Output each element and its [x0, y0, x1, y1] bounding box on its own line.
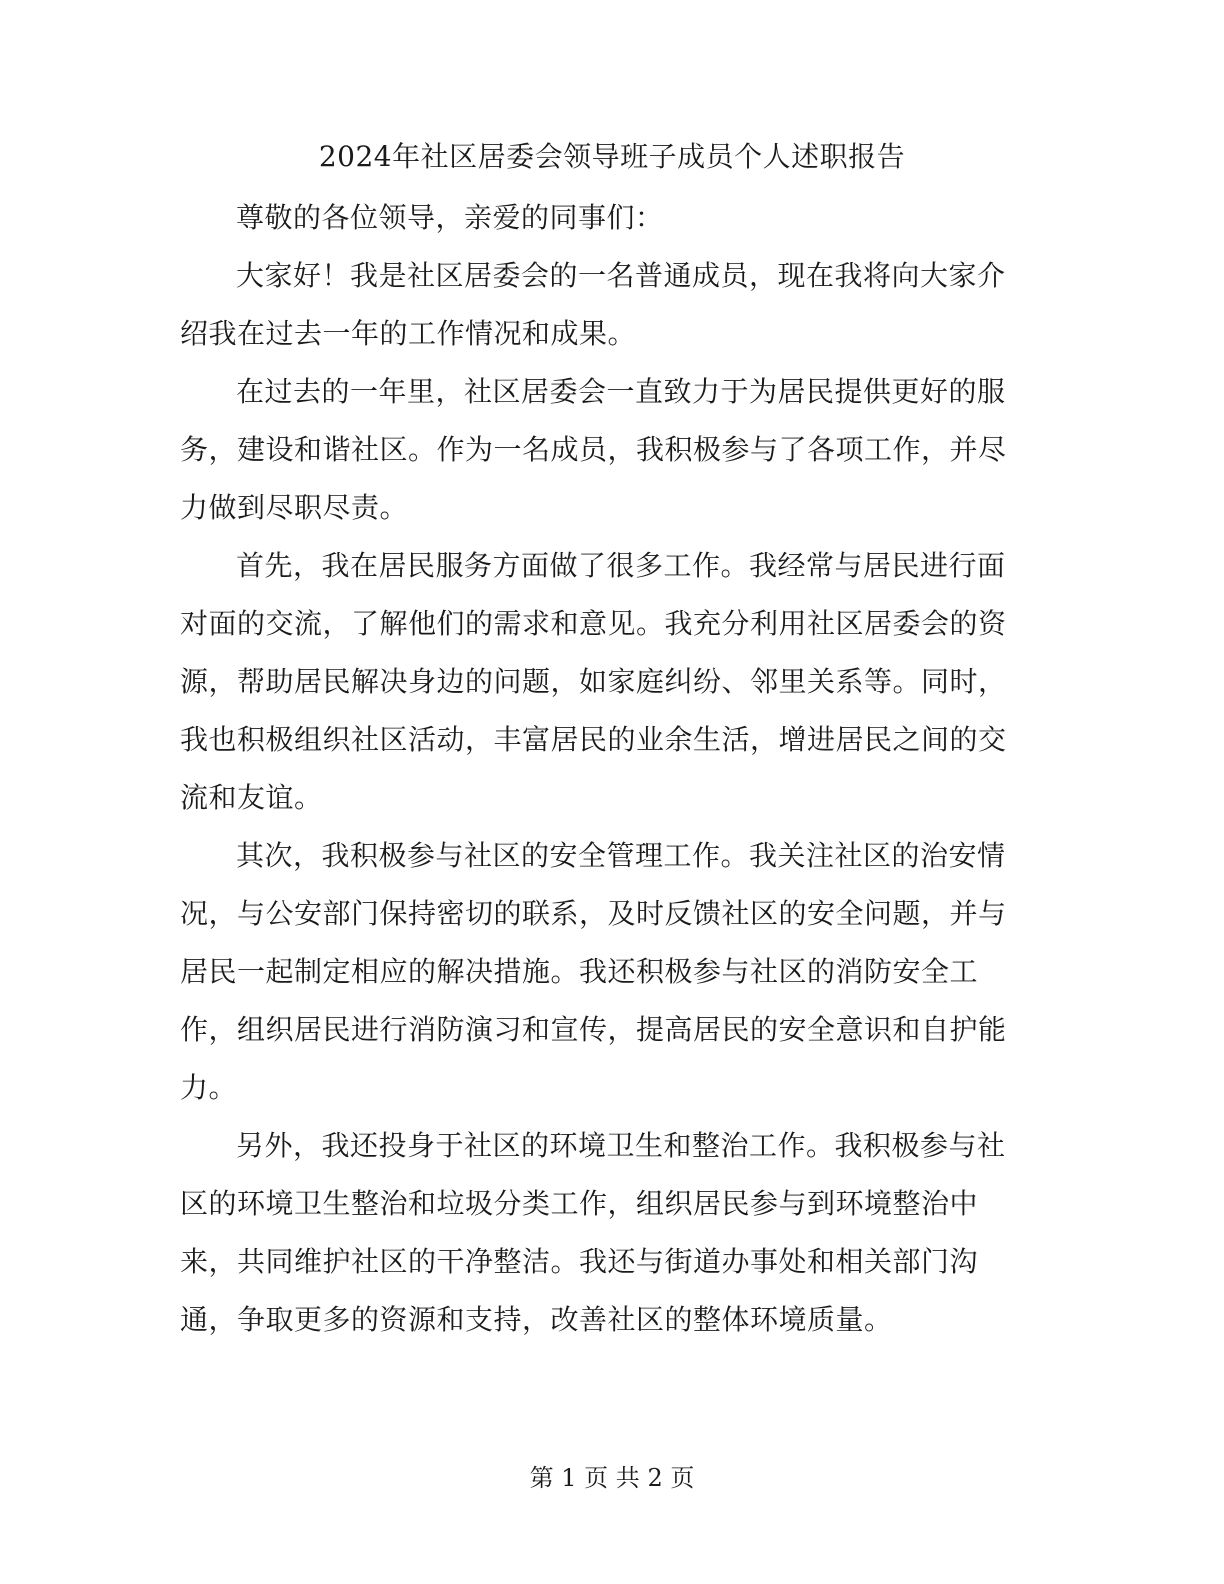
page-footer: 第 1 页 共 2 页 — [529, 1464, 695, 1492]
overview-paragraph: 在过去的一年里，社区居委会一直致力于为居民提供更好的服务，建设和谐社区。作为一名成员，我积极参与了各项工作，并尽力做到尽职尽责。 — [180, 375, 1007, 524]
document-title: 2024年社区居委会领导班子成员个人述职报告 — [318, 140, 906, 173]
environment-paragraph: 另外，我还投身于社区的环境卫生和整治工作。我积极参与社区的环境卫生整治和垃圾分类工作，组织居民参与到环境整治中来，共同维护社区的干净整洁。我还与街道办事处和相关部门沟通，争取更多的资源和支持，改善社区的整体环境质量。 — [180, 1129, 1006, 1336]
intro-paragraph: 大家好！我是社区居委会的一名普通成员，现在我将向大家介绍我在过去一年的工作情况和成果。 — [180, 259, 1006, 350]
document-body — [180, 189, 1020, 1349]
resident-service-paragraph: 首先，我在居民服务方面做了很多工作。我经常与居民进行面对面的交流，了解他们的需求和意见。我充分利用社区居委会的资源，帮助居民解决身边的问题，如家庭纠纷、邻里关系等。同时，我也积极组织社区活动，丰富居民的业余生活，增进居民之间的交流和友谊。 — [180, 549, 1007, 814]
safety-management-paragraph: 其次，我积极参与社区的安全管理工作。我关注社区的治安情况，与公安部门保持密切的联系，及时反馈社区的安全问题，并与居民一起制定相应的解决措施。我还积极参与社区的消防安全工作，组织居民进行消防演习和宣传，提高居民的安全意识和自护能力。 — [180, 839, 1007, 1104]
greeting-paragraph: 尊敬的各位领导，亲爱的同事们： — [236, 201, 664, 234]
